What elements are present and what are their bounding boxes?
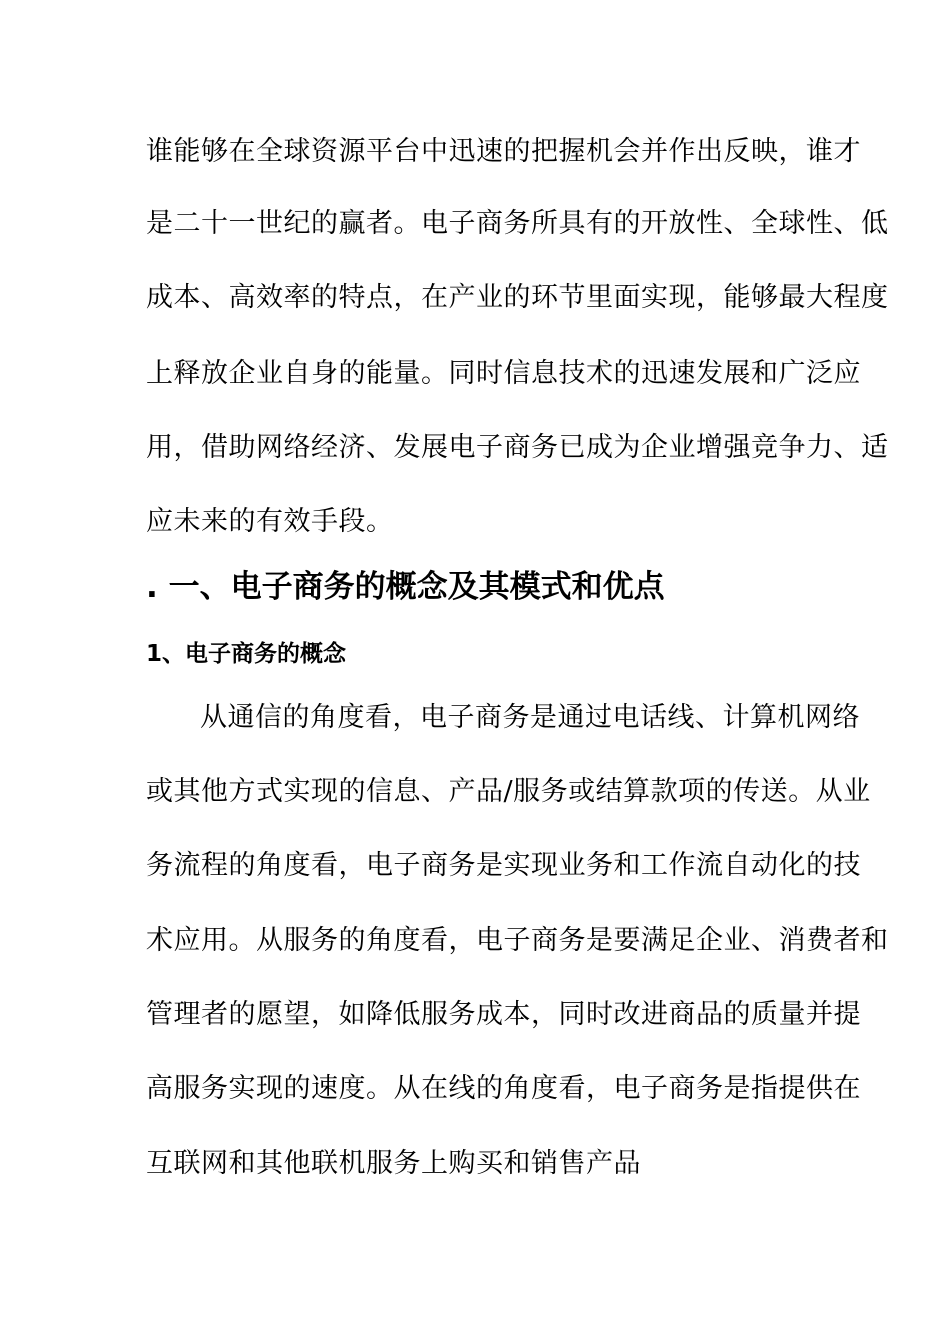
paragraph-line: 从通信的角度看，电子商务是通过电话线、计算机网络 [200, 702, 860, 733]
paragraph-line: 成本、高效率的特点，在产业的环节里面实现，能够最大程度 [146, 282, 889, 313]
paragraph-line: 是二十一世纪的赢者。电子商务所具有的开放性、全球性、低 [146, 208, 889, 239]
paragraph-line: 上释放企业自身的能量。同时信息技术的迅速发展和广泛应 [146, 358, 861, 389]
section-heading: . 一、电子商务的概念及其模式和优点 [146, 569, 665, 605]
paragraph-line: 用，借助网络经济、发展电子商务已成为企业增强竞争力、适 [146, 432, 889, 463]
paragraph-line: 或其他方式实现的信息、产品/服务或结算款项的传送。从业 [146, 776, 871, 807]
paragraph-line: 谁能够在全球资源平台中迅速的把握机会并作出反映，谁才 [146, 136, 861, 167]
paragraph-line: 务流程的角度看，电子商务是实现业务和工作流自动化的技 [146, 850, 861, 881]
paragraph-line: 术应用。从服务的角度看，电子商务是要满足企业、消费者和 [146, 925, 889, 956]
subsection-heading: 1、电子商务的概念 [146, 641, 347, 667]
paragraph-line: 互联网和其他联机服务上购买和销售产品 [146, 1148, 641, 1179]
paragraph-line: 管理者的愿望，如降低服务成本，同时改进商品的质量并提 [146, 999, 861, 1030]
paragraph-line: 应未来的有效手段。 [146, 506, 394, 537]
paragraph-line: 高服务实现的速度。从在线的角度看，电子商务是指提供在 [146, 1073, 861, 1104]
